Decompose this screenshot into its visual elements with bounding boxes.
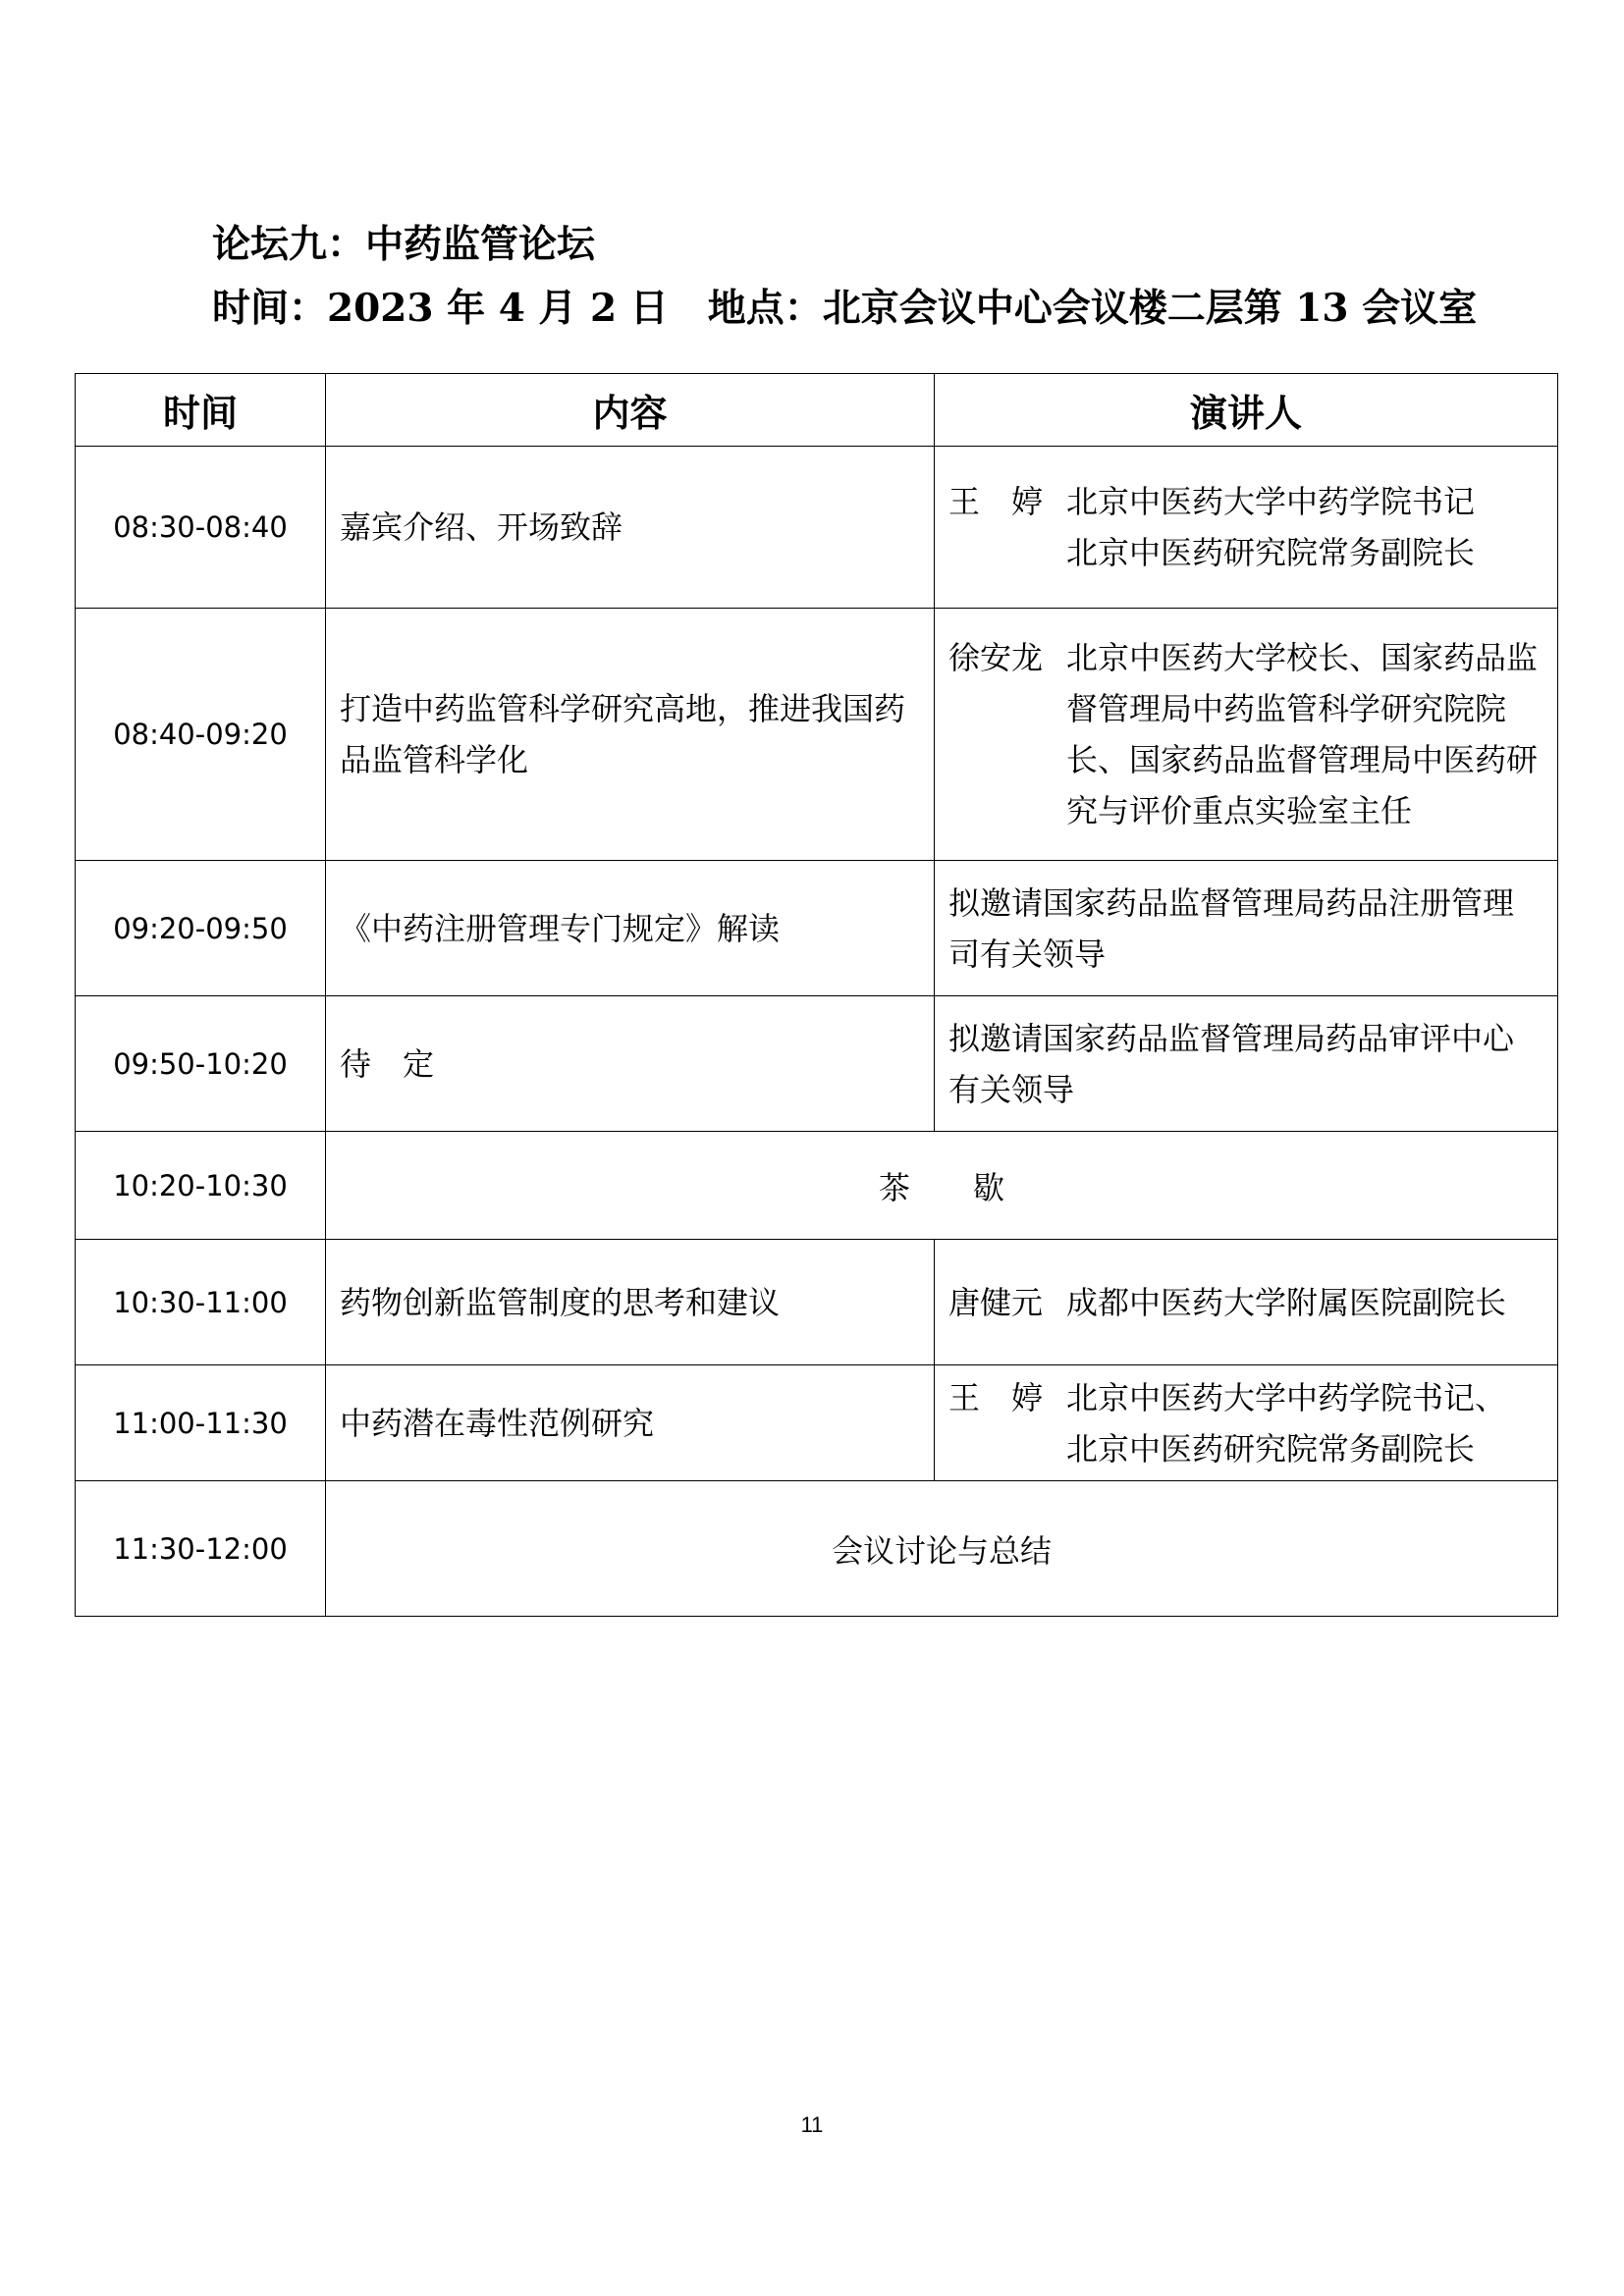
agenda-table [75, 373, 1558, 1617]
row-speaker [935, 447, 1558, 609]
row-content: 嘉宾介绍、开场致辞 [326, 447, 935, 609]
table-row [76, 996, 1558, 1132]
table-row [76, 609, 1558, 861]
forum-title: 论坛九：中药监管论坛 [212, 222, 596, 267]
row-speaker [935, 609, 1558, 861]
row-speaker [935, 996, 1558, 1132]
time-location-line [212, 278, 1477, 333]
row-time: 09:50-10:20 [76, 996, 326, 1132]
table-row [76, 861, 1558, 996]
table-row [76, 447, 1558, 609]
row-time: 10:20-10:30 [76, 1132, 326, 1240]
table-row [76, 1240, 1558, 1365]
row-speaker [935, 861, 1558, 996]
speaker-title: 北京中医药大学中药学院书记、 北京中医药研究院常务副院长 [1066, 1378, 1507, 1468]
row-time: 11:30-12:00 [76, 1481, 326, 1617]
header-speaker: 演讲人 [935, 374, 1558, 447]
forum-location: 地点：北京会议中心会议楼二层第 13 会议室 [707, 286, 1478, 331]
forum-time: 时间：2023 年 4 月 2 日 [212, 286, 669, 331]
row-content: 打造中药监管科学研究高地，推进我国药品监管科学化 [326, 609, 935, 861]
tea-break: 茶 歇 [326, 1132, 1558, 1240]
table-row [76, 1365, 1558, 1481]
row-time: 10:30-11:00 [76, 1240, 326, 1365]
table-header-row [76, 374, 1558, 447]
speaker-name: 唐健元 [948, 1283, 1044, 1321]
speaker-name: 王 婷 [948, 1378, 1044, 1416]
discussion-summary: 会议讨论与总结 [326, 1481, 1558, 1617]
header-time: 时间 [76, 374, 326, 447]
speaker-name: 徐安龙 [948, 639, 1044, 676]
table-row [76, 1132, 1558, 1240]
row-content: 待 定 [326, 996, 935, 1132]
row-time: 09:20-09:50 [76, 861, 326, 996]
header-content: 内容 [326, 374, 935, 447]
row-content: 中药潜在毒性范例研究 [326, 1365, 935, 1481]
row-content: 《中药注册管理专门规定》解读 [326, 861, 935, 996]
speaker-full: 拟邀请国家药品监督管理局药品注册管理司有关领导 [948, 883, 1515, 973]
row-time: 11:00-11:30 [76, 1365, 326, 1481]
table-row [76, 1481, 1558, 1617]
speaker-title: 成都中医药大学附属医院副院长 [1066, 1283, 1507, 1321]
row-content: 药物创新监管制度的思考和建议 [326, 1240, 935, 1365]
speaker-title: 北京中医药大学中药学院书记 北京中医药研究院常务副院长 [1066, 483, 1476, 571]
row-time: 08:30-08:40 [76, 447, 326, 609]
page-number: 11 [800, 2112, 824, 2137]
row-speaker [935, 1365, 1558, 1481]
speaker-title: 北京中医药大学校长、国家药品监督管理局中药监管科学研究院院长、国家药品监督管理局中医药研究与评价重点实验室主任 [1066, 639, 1539, 829]
speaker-name: 王 婷 [948, 483, 1044, 520]
speaker-full: 拟邀请国家药品监督管理局药品审评中心有关领导 [948, 1019, 1515, 1108]
row-speaker [935, 1240, 1558, 1365]
row-time: 08:40-09:20 [76, 609, 326, 861]
